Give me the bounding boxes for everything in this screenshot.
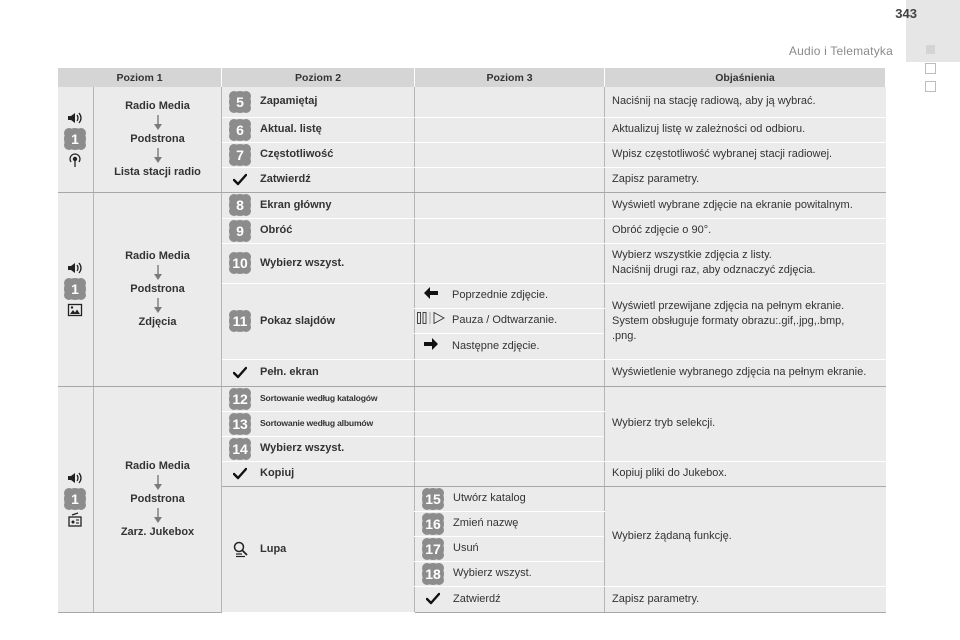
level1-icons-jukebox <box>58 386 94 612</box>
radio-station-icon <box>67 152 83 168</box>
chapter-marker <box>925 81 936 92</box>
level1-subpage: Podstrona <box>130 492 185 505</box>
arrow-down-icon <box>153 115 163 131</box>
svg-text:9: 9 <box>236 222 244 239</box>
step-badge <box>227 89 253 115</box>
level2-label: Obróć <box>260 224 293 236</box>
arrow-down-icon <box>153 148 163 164</box>
slideshow-previous[interactable] <box>415 283 605 308</box>
menu-table <box>57 68 886 613</box>
step-badge <box>62 276 88 302</box>
menu-item-home-screen[interactable] <box>222 192 415 218</box>
description: Wybierz tryb selekcji. <box>605 386 886 461</box>
folder-search-icon <box>232 540 250 558</box>
menu-item-magnifier[interactable] <box>222 486 415 612</box>
level2-label: Aktual. listę <box>260 123 322 135</box>
radio-media-icon <box>67 470 83 486</box>
svg-text:1: 1 <box>71 491 80 507</box>
menu-item-slideshow[interactable] <box>222 283 415 359</box>
svg-text:6: 6 <box>236 121 244 138</box>
arrow-down-icon <box>153 298 163 314</box>
next-arrow-icon <box>424 338 438 350</box>
description: Zapisz parametry. <box>605 167 886 192</box>
arrow-down-icon <box>153 265 163 281</box>
empty-cell <box>415 461 605 486</box>
level1-subpage: Podstrona <box>130 282 185 295</box>
level1-photos: Zdjęcia <box>138 315 177 328</box>
check-icon <box>233 366 247 380</box>
empty-cell <box>415 192 605 218</box>
photo-icon <box>67 302 83 318</box>
level2-label: Lupa <box>260 542 287 555</box>
description: Aktualizuj listę w zależności od odbioru. <box>605 117 886 142</box>
description <box>605 283 886 359</box>
jukebox-icon <box>67 512 83 528</box>
level2-label: Zatwierdź <box>260 173 311 185</box>
description-line: Naciśnij drugi raz, aby odznaczyć zdjęcia. <box>612 264 816 276</box>
level2-label: Wybierz wszyst. <box>260 442 345 454</box>
previous-arrow-icon <box>424 287 438 299</box>
menu-item-fullscreen[interactable] <box>222 359 415 386</box>
menu-item-confirm[interactable] <box>415 586 605 612</box>
menu-item-delete[interactable] <box>415 536 605 561</box>
level2-label: Zapamiętaj <box>260 95 318 108</box>
check-icon <box>233 173 247 187</box>
level1-radio-path <box>94 87 222 192</box>
svg-text:7: 7 <box>236 146 244 163</box>
step-badge <box>227 218 253 244</box>
svg-text:18: 18 <box>425 565 441 582</box>
menu-item-save[interactable] <box>222 87 415 117</box>
empty-cell <box>415 142 605 167</box>
menu-item-update-list[interactable] <box>222 117 415 142</box>
level1-jukebox-path <box>94 386 222 612</box>
description: Wyświetlenie wybranego zdjęcia na pełnym ekranie. <box>605 359 886 386</box>
svg-text:8: 8 <box>236 197 244 213</box>
svg-text:5: 5 <box>236 93 244 110</box>
level2-label: Pełn. ekran <box>260 366 319 378</box>
level3-label: Poprzednie zdjęcie. <box>452 289 549 301</box>
menu-item-frequency[interactable] <box>222 142 415 167</box>
empty-cell <box>415 386 605 411</box>
empty-cell <box>415 167 605 192</box>
step-badge <box>227 117 253 143</box>
arrow-down-icon <box>153 508 163 524</box>
column-header-level2: Poziom 2 <box>222 68 415 87</box>
svg-text:13: 13 <box>232 415 248 432</box>
empty-cell <box>415 87 605 117</box>
menu-item-rename[interactable] <box>415 511 605 536</box>
level1-photos-path <box>94 192 222 386</box>
description: Wybierz żądaną funkcję. <box>605 486 886 586</box>
menu-item-confirm[interactable] <box>222 167 415 192</box>
menu-item-select-all[interactable] <box>222 436 415 461</box>
svg-text:10: 10 <box>232 255 248 271</box>
level3-label: Zmień nazwę <box>453 517 519 529</box>
chapter-marker <box>925 63 936 74</box>
description: Kopiuj pliki do Jukebox. <box>605 461 886 486</box>
svg-text:12: 12 <box>232 390 248 407</box>
level2-label: Sortowanie według albumów <box>260 418 373 428</box>
column-header-level1: Poziom 1 <box>58 68 222 87</box>
description-line: System obsługuje formaty obrazu:.gif,.jpg,.bmp, <box>612 314 845 327</box>
level1-radio-media: Radio Media <box>125 459 190 472</box>
level1-radio-media: Radio Media <box>125 99 190 112</box>
description: Naciśnij na stację radiową, aby ją wybrać. <box>605 87 886 117</box>
level2-label: Częstotliwość <box>260 148 334 160</box>
svg-text:11: 11 <box>232 313 248 329</box>
level3-label: Zatwierdź <box>453 592 501 605</box>
description: Obróć zdjęcie o 90°. <box>605 218 886 243</box>
menu-item-sort-albums[interactable] <box>222 411 415 436</box>
level3-label: Następne zdjęcie. <box>452 339 540 352</box>
step-badge <box>420 561 446 587</box>
description: Wyświetl wybrane zdjęcie na ekranie powitalnym. <box>605 192 886 218</box>
svg-text:14: 14 <box>232 440 248 457</box>
section-title: Audio i Telematyka <box>788 44 893 58</box>
radio-media-icon <box>67 110 83 126</box>
step-badge <box>227 308 253 334</box>
column-header-description: Objaśnienia <box>605 68 886 87</box>
empty-cell <box>415 436 605 461</box>
page-number: 343 <box>895 6 917 21</box>
svg-text:15: 15 <box>425 490 441 507</box>
step-badge <box>227 386 253 412</box>
menu-item-copy[interactable] <box>222 461 415 486</box>
menu-item-create-folder[interactable] <box>415 486 605 511</box>
step-badge <box>420 536 446 562</box>
step-badge <box>62 486 88 512</box>
chapter-marker-active <box>926 45 935 54</box>
slideshow-next[interactable] <box>415 333 605 359</box>
level2-label: Sortowanie według katalogów <box>260 393 378 403</box>
level2-label: Ekran główny <box>260 198 332 211</box>
description <box>605 243 886 283</box>
level2-label: Wybierz wszyst. <box>260 256 345 269</box>
level2-label: Pokaz slajdów <box>260 314 336 327</box>
menu-item-sort-folders[interactable] <box>222 386 415 411</box>
step-badge <box>227 250 253 276</box>
description: Zapisz parametry. <box>605 586 886 612</box>
step-badge <box>420 511 446 537</box>
svg-text:16: 16 <box>425 515 441 532</box>
step-badge <box>227 411 253 437</box>
level1-icons-radio <box>58 87 94 192</box>
level1-jukebox: Zarz. Jukebox <box>120 525 195 538</box>
arrow-down-icon <box>153 475 163 491</box>
description: Wpisz częstotliwość wybranej stacji radiowej. <box>605 142 886 167</box>
step-badge <box>420 486 446 512</box>
level1-subpage: Podstrona <box>130 132 185 145</box>
svg-text:1: 1 <box>71 281 80 297</box>
level3-label: Wybierz wszyst. <box>453 567 532 579</box>
description-line: Wybierz wszystkie zdjęcia z listy. <box>612 249 772 261</box>
menu-item-rotate[interactable] <box>222 218 415 243</box>
radio-media-icon <box>67 260 83 276</box>
step-badge <box>227 142 253 168</box>
level2-label: Kopiuj <box>260 467 295 479</box>
step-badge <box>227 192 253 218</box>
level1-radio-media: Radio Media <box>125 249 190 262</box>
step-badge <box>227 436 253 462</box>
empty-cell <box>415 117 605 142</box>
level3-label: Utwórz katalog <box>453 492 526 504</box>
empty-cell <box>415 359 605 386</box>
svg-text:17: 17 <box>425 540 441 557</box>
level3-label: Pauza / Odtwarzanie. <box>452 314 558 326</box>
level1-icons-photos <box>58 192 94 386</box>
menu-item-select-all[interactable] <box>222 243 415 283</box>
slideshow-pause-play[interactable] <box>415 308 605 333</box>
pause-play-icon <box>417 312 445 324</box>
svg-text:1: 1 <box>71 131 80 148</box>
level1-station-list: Lista stacji radio <box>114 165 201 178</box>
description-line: .png. <box>612 329 637 342</box>
level3-label: Usuń <box>453 542 479 554</box>
empty-cell <box>415 218 605 243</box>
step-badge <box>62 126 88 152</box>
description-line: Wyświetl przewijane zdjęcia na pełnym ekranie. <box>612 299 845 312</box>
empty-cell <box>415 243 605 283</box>
empty-cell <box>415 411 605 436</box>
menu-item-select-all-files[interactable] <box>415 561 605 586</box>
table-header <box>58 68 886 87</box>
check-icon <box>426 592 440 606</box>
check-icon <box>233 467 247 481</box>
column-header-level3: Poziom 3 <box>415 68 605 87</box>
